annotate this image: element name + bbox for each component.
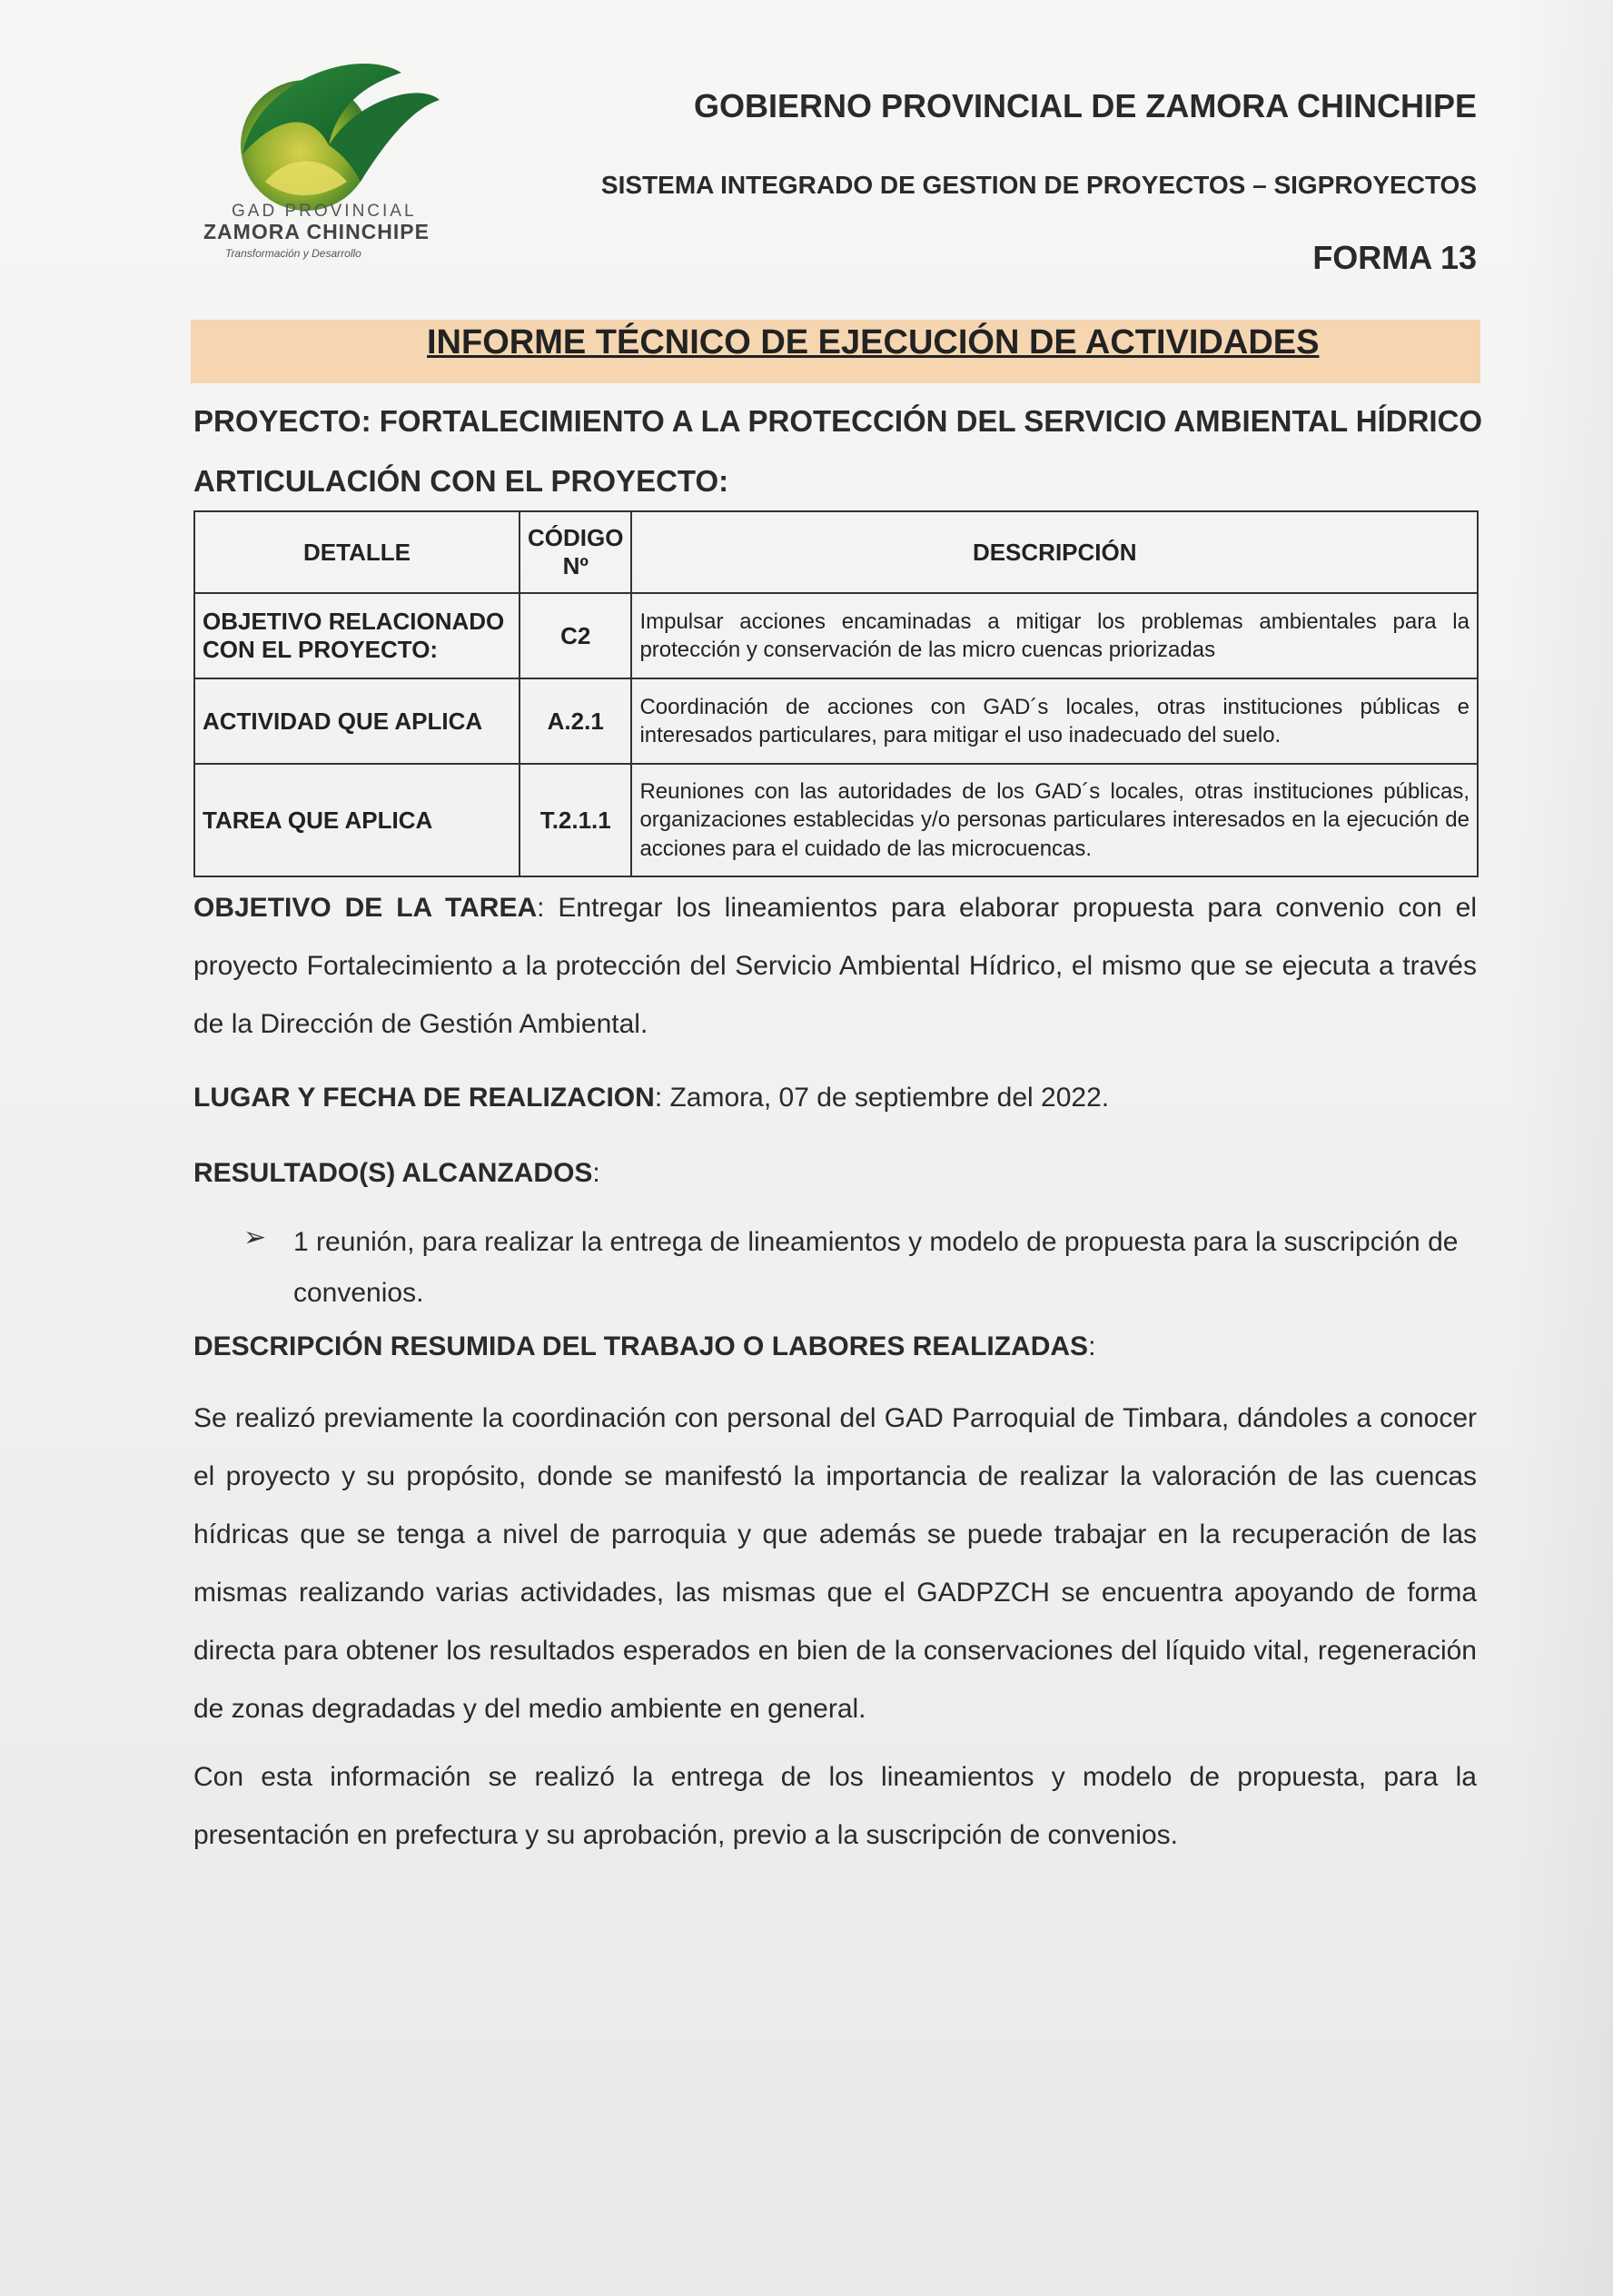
- table-row: [194, 593, 1478, 678]
- results-label: RESULTADO(S) ALCANZADOS: [193, 1158, 593, 1188]
- place-date-label: LUGAR Y FECHA DE REALIZACION: [193, 1083, 655, 1113]
- objective-label: OBJETIVO DE LA TAREA: [193, 893, 538, 923]
- table-row: [194, 764, 1478, 876]
- government-heading: GOBIERNO PROVINCIAL DE ZAMORA CHINCHIPE: [693, 87, 1477, 124]
- row-detail: ACTIVIDAD QUE APLICA: [194, 678, 520, 764]
- logo-line-2: ZAMORA CHINCHIPE: [203, 220, 430, 243]
- place-date-text: : Zamora, 07 de septiembre del 2022.: [654, 1083, 1110, 1113]
- summary-paragraph-2: Con esta información se realizó la entrega de los lineamientos y modelo de propuesta, para la presentación en prefectura y su aprobación, previo a la suscripción de convenios.: [193, 1762, 1477, 1850]
- summary-label: DESCRIPCIÓN RESUMIDA DEL TRABAJO O LABORES REALIZADAS: [193, 1331, 1089, 1361]
- results-colon: :: [592, 1158, 600, 1188]
- objective-text: : Entregar los lineamientos para elaborar propuesta para convenio con el proyecto Fortalecimiento a la protección del Servicio Ambiental Hídrico, el mismo que se ejecuta a través de la Dirección de Gestión Ambiental.: [193, 893, 1477, 1039]
- summary-heading: [193, 1318, 1477, 1376]
- header-code: CÓDIGO Nº: [520, 511, 631, 593]
- bullet-arrow-icon: ➢: [243, 1222, 267, 1252]
- result-item: 1 reunión, para realizar la entrega de lineamientos y modelo de propuesta para la suscripción de convenios.: [293, 1227, 1459, 1308]
- objective-paragraph: [193, 879, 1477, 1054]
- row-detail: TAREA QUE APLICA: [194, 764, 520, 876]
- system-heading: SISTEMA INTEGRADO DE GESTION DE PROYECTOS – SIGPROYECTOS: [600, 171, 1477, 199]
- row-description: Reuniones con las autoridades de los GAD´s locales, otras instituciones públicas, organizaciones establecidas y/o personas particulares interesados en la ejecución de acciones para el cuidado de las microcuencas.: [631, 764, 1478, 876]
- table-header-row: [194, 511, 1478, 593]
- header-detail: DETALLE: [194, 511, 520, 593]
- page-shadow: [1513, 0, 1613, 2296]
- articulation-heading: ARTICULACIÓN CON EL PROYECTO:: [193, 464, 729, 498]
- row-description: Impulsar acciones encaminadas a mitigar los problemas ambientales para la protección y conservación de las micro cuencas priorizadas: [631, 593, 1478, 678]
- logo-tagline: Transformación y Desarrollo: [225, 247, 361, 260]
- project-line: PROYECTO: FORTALECIMIENTO A LA PROTECCIÓN DEL SERVICIO AMBIENTAL HÍDRICO: [193, 404, 1483, 438]
- row-description: Coordinación de acciones con GAD´s locales, otras instituciones públicas e interesados particulares, para mitigar el uso inadecuado del suelo.: [631, 678, 1478, 764]
- logo-line-1: GAD PROVINCIAL: [232, 202, 417, 221]
- row-detail: OBJETIVO RELACIONADO CON EL PROYECTO:: [194, 593, 520, 678]
- row-code: A.2.1: [520, 678, 631, 764]
- results-heading: [193, 1144, 1477, 1202]
- summary-paragraph-1: Se realizó previamente la coordinación con personal del GAD Parroquial de Timbara, dándoles a conocer el proyecto y su propósito, donde se manifestó la importancia de realizar la valoración de las cuencas hídricas que se tenga a nivel de parroquia y que además se puede trabajar en la recuperación de las mismas realizando varias actividades, las mismas que el GADPZCH se encuentra apoyando de forma directa para obtener los resultados esperados en bien de la conservaciones del líquido vital, regeneración de zonas degradadas y del medio ambiente en general.: [193, 1403, 1477, 1724]
- place-date-paragraph: [193, 1069, 1477, 1127]
- row-code: C2: [520, 593, 631, 678]
- table-row: [194, 678, 1478, 764]
- row-code: T.2.1.1: [520, 764, 631, 876]
- summary-colon: :: [1088, 1331, 1096, 1361]
- report-title: INFORME TÉCNICO DE EJECUCIÓN DE ACTIVIDADES: [427, 323, 1320, 361]
- articulation-table: [193, 510, 1479, 877]
- form-number: FORMA 13: [1312, 239, 1477, 276]
- header-description: DESCRIPCIÓN: [631, 511, 1478, 593]
